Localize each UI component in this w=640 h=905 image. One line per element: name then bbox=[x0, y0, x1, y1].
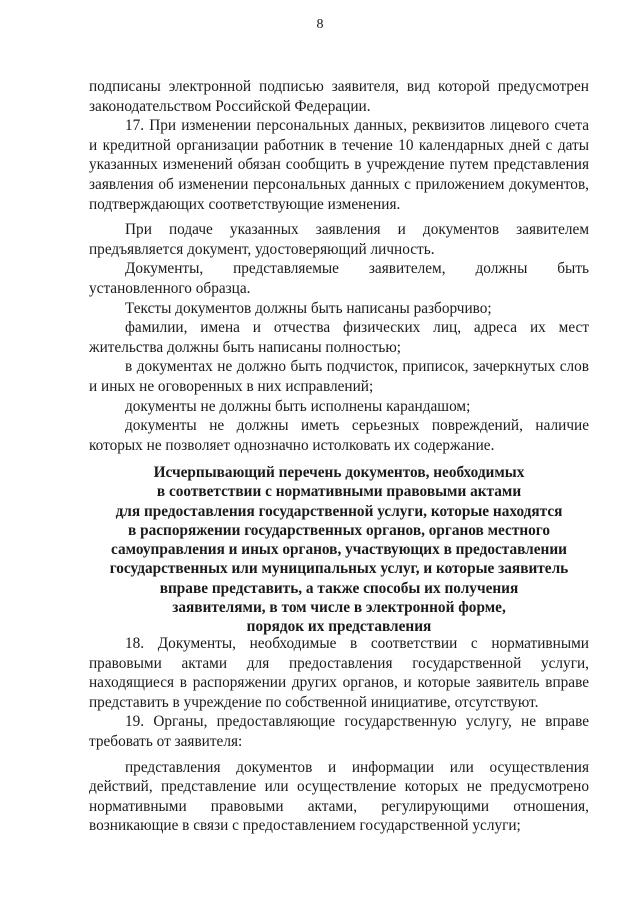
heading-line: самоуправления и иных органов, участвующих в предоставлении bbox=[110, 541, 567, 559]
paragraph: фамилии, имена и отчества физических лиц, адреса их мест жительства должны быть написаны полностью; bbox=[89, 319, 589, 356]
paragraph: документы не должны быть исполнены карандашом; bbox=[125, 397, 471, 415]
body-text-block-1 bbox=[89, 77, 589, 455]
page-number: 8 bbox=[316, 17, 324, 32]
heading-line: Исчерпывающий перечень документов, необходимых bbox=[153, 464, 525, 481]
paragraph: представления документов и информации или осуществления действий, представление или осуществление которых не предусмотрено нормативными правовыми актами, регулирующими отношения, возникающие в связи с предоставлением государственной услуги; bbox=[89, 758, 589, 835]
paragraph: Документы, представляемые заявителем, должны быть установленного образца. bbox=[89, 260, 589, 297]
paragraph: документы не должны иметь серьезных повреждений, наличие которых не позволяет однозначно истолковать их содержание. bbox=[89, 417, 589, 454]
heading-line: для предоставления государственной услуги, которые находятся bbox=[115, 502, 563, 520]
paragraph: Тексты документов должны быть написаны разборчиво; bbox=[125, 299, 492, 317]
paragraph-19: 19. Органы, предоставляющие государственную услугу, не вправе требовать от заявителя: bbox=[89, 713, 589, 750]
heading-line: в соответствии с нормативными правовыми актами bbox=[156, 483, 522, 501]
heading-line: порядок их представления bbox=[246, 618, 432, 636]
paragraph: в документах не должно быть подчисток, приписок, зачеркнутых слов и иных не оговоренных в них исправлений; bbox=[89, 358, 589, 395]
paragraph-18: 18. Документы, необходимые в соответствии с нормативными правовыми актами для предоставления государственной услуги, находящиеся в распоряжении других органов, и которые заявитель вправе представить в учреждение по собственной инициативе, отсутствуют. bbox=[89, 635, 589, 711]
paragraph: При подаче указанных заявления и документов заявителем предъявляется документ, удостоверяющий личность. bbox=[89, 221, 589, 258]
heading-line: вправе представить, а также способы их получения bbox=[159, 579, 519, 597]
heading-line: государственных или муниципальных услуг, и которые заявитель bbox=[109, 560, 569, 578]
heading-line: в распоряжении государственных органов, органов местного bbox=[127, 521, 551, 539]
section-heading bbox=[89, 463, 589, 637]
paragraph-17: 17. При изменении персональных данных, реквизитов лицевого счета и кредитной организации работник в течение 10 календарных дней с даты указанных изменений обязан сообщить в учреждение путем представления заявления об изменении персональных данных с приложением документов, подтверждающих соответствующие изменения. bbox=[89, 117, 589, 213]
heading-line: заявителями, в том числе в электронной форме, bbox=[172, 599, 506, 617]
body-text-block-2 bbox=[89, 634, 589, 836]
paragraph: подписаны электронной подписью заявителя, вид которой предусмотрен законодательством Российской Федерации. bbox=[89, 78, 589, 115]
